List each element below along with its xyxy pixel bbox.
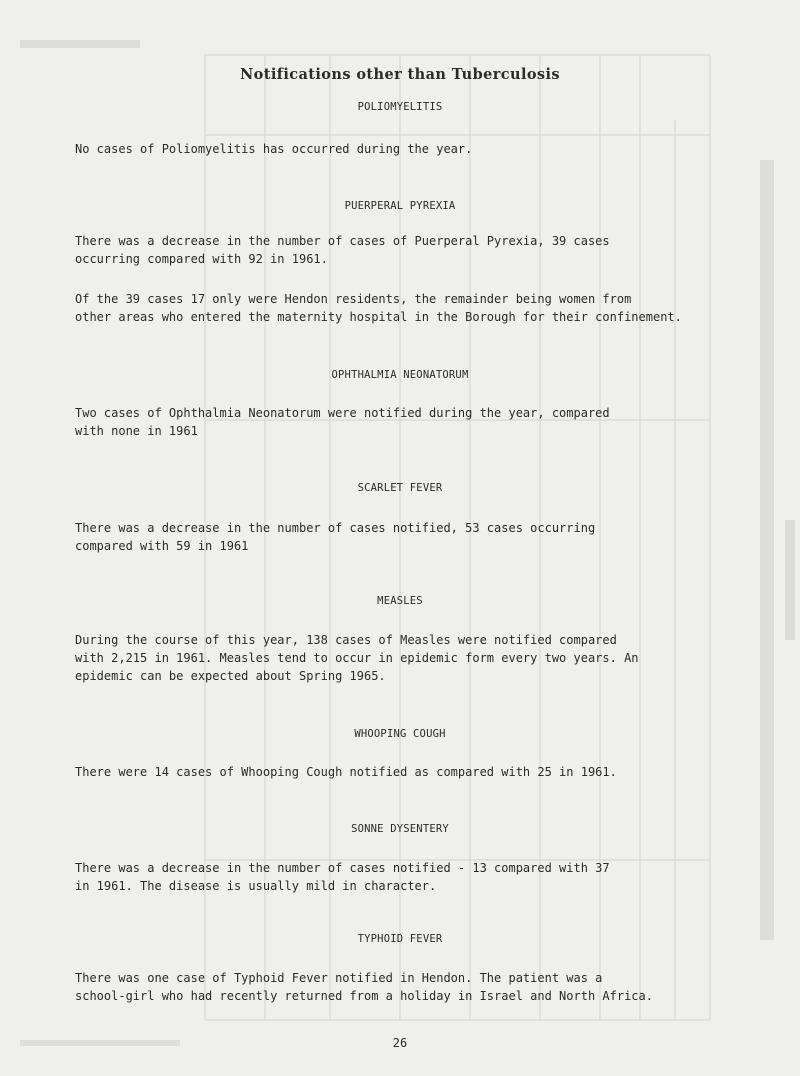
text-line: Two cases of Ophthalmia Neonatorum were notified during the year, compared <box>75 406 610 420</box>
text-line: epidemic can be expected about Spring 1965. <box>75 669 386 683</box>
text-line: There was a decrease in the number of cases notified, 53 cases occurring <box>75 521 596 535</box>
paragraph-typhoid-fever <box>75 969 765 1005</box>
section-heading-ophthalmia-neonatorum: OPHTHALMIA NEONATORUM <box>331 369 469 381</box>
section-heading-whooping-cough: WHOOPING COUGH <box>354 728 446 740</box>
section-heading-typhoid-fever: TYPHOID FEVER <box>357 933 443 945</box>
text-line: During the course of this year, 138 cases of Measles were notified compared <box>75 633 617 647</box>
paragraph-puerperal-pyrexia-2 <box>75 290 765 326</box>
text-line: There was a decrease in the number of cases of Puerperal Pyrexia, 39 cases <box>75 234 610 248</box>
paragraph-poliomyelitis <box>75 140 765 158</box>
section-heading-scarlet-fever: SCARLET FEVER <box>357 482 443 494</box>
text-line: other areas who entered the maternity hospital in the Borough for their confinement. <box>75 310 682 324</box>
text-line: compared with 59 in 1961 <box>75 539 249 553</box>
paragraph-ophthalmia-neonatorum <box>75 404 765 440</box>
text-line: with none in 1961 <box>75 424 198 438</box>
page-title: Notifications other than Tuberculosis <box>240 66 560 83</box>
page-number: 26 <box>392 1036 408 1050</box>
text-line: There was a decrease in the number of cases notified - 13 compared with 37 <box>75 861 610 875</box>
paragraph-whooping-cough <box>75 763 765 781</box>
section-heading-measles: MEASLES <box>377 595 423 607</box>
paragraph-measles <box>75 631 765 685</box>
text-line: No cases of Poliomyelitis has occurred during the year. <box>75 142 473 156</box>
section-heading-puerperal-pyrexia: PUERPERAL PYREXIA <box>344 200 456 212</box>
text-line: with 2,215 in 1961. Measles tend to occur in epidemic form every two years. An <box>75 651 639 665</box>
text-line: occurring compared with 92 in 1961. <box>75 252 328 266</box>
text-line: school-girl who had recently returned from a holiday in Israel and North Africa. <box>75 989 653 1003</box>
text-line: in 1961. The disease is usually mild in character. <box>75 879 437 893</box>
text-line: There were 14 cases of Whooping Cough notified as compared with 25 in 1961. <box>75 765 617 779</box>
section-heading-poliomyelitis: POLIOMYELITIS <box>357 101 443 113</box>
paragraph-scarlet-fever <box>75 519 765 555</box>
text-line: Of the 39 cases 17 only were Hendon residents, the remainder being women from <box>75 292 632 306</box>
paragraph-sonne-dysentery <box>75 859 765 895</box>
paragraph-puerperal-pyrexia-1 <box>75 232 765 268</box>
text-line: There was one case of Typhoid Fever notified in Hendon. The patient was a <box>75 971 603 985</box>
section-heading-sonne-dysentery: SONNE DYSENTERY <box>351 823 449 835</box>
